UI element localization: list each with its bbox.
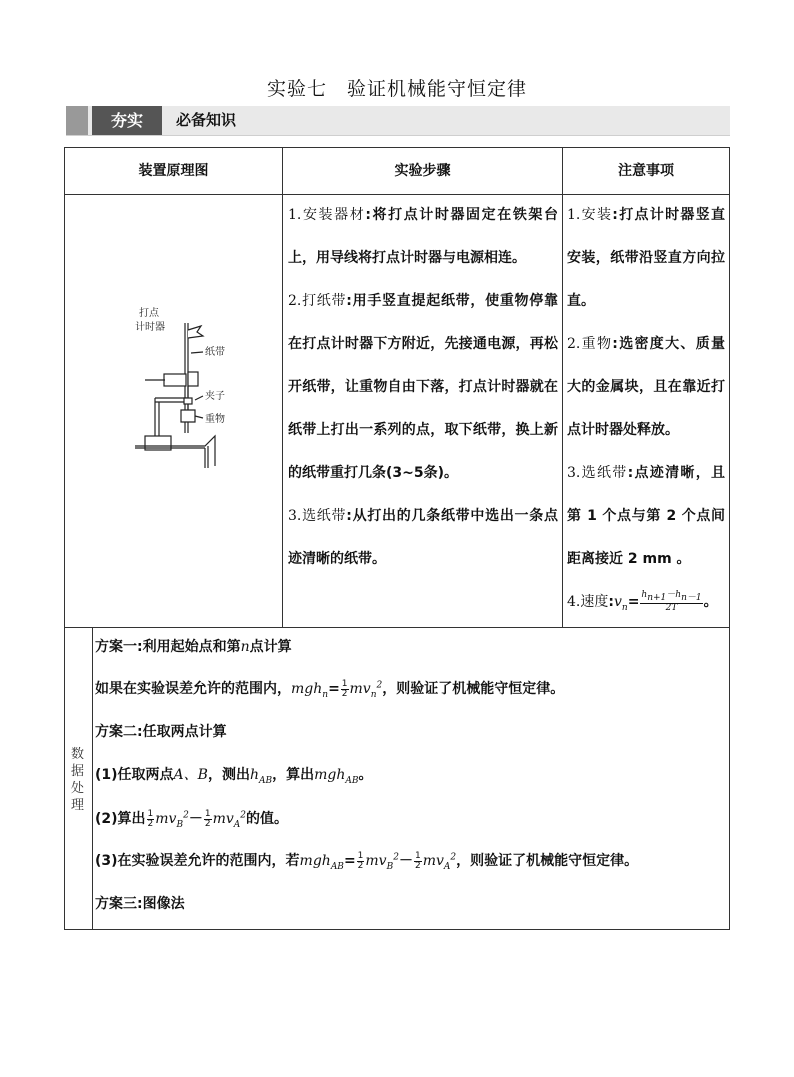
apparatus-diagram bbox=[135, 308, 275, 488]
experiment-table bbox=[64, 147, 730, 930]
notes-cell bbox=[567, 194, 725, 630]
col-divider bbox=[92, 627, 93, 929]
note-3-label: 3.选纸带 bbox=[567, 465, 628, 481]
note-4-label: 4.速度 bbox=[567, 594, 609, 610]
step-1-text: 将打点计时器固定在铁架台上，用导线将打点计时器与电源相连。 bbox=[288, 207, 559, 266]
note-2: 2.重物:选密度大、质量大的金属块，且在靠近打点计时器处释放。 bbox=[567, 336, 726, 438]
label-timer-1: 打点 bbox=[139, 308, 159, 319]
data-processing-label-cell bbox=[65, 628, 92, 930]
col-divider bbox=[562, 148, 563, 627]
step-2-text: 用手竖直提起纸带，使重物停靠在打点计时器下方附近，先接通电源，再松开纸带，让重物自由下落，打点计时器就在纸带上打出一系列的点，取下纸带，换上新的纸带重打几条(3~5条)。 bbox=[288, 293, 559, 481]
plan-2-line-2: (2)算出 $\frac{1}{2}$ $mv_B^2-$ $\frac{1}{2}$ $mv_A^2$的值。 bbox=[95, 808, 288, 830]
label-weight: 重物 bbox=[205, 414, 225, 425]
velocity-symbol: $v_n$ bbox=[613, 594, 628, 613]
header-steps: 实验步骤 bbox=[394, 163, 451, 179]
header-apparatus: 装置原理图 bbox=[138, 163, 209, 179]
header-notes: 注意事项 bbox=[618, 163, 674, 179]
step-3: 3.选纸带:从打出的几条纸带中选出一条点迹清晰的纸带。 bbox=[288, 508, 559, 567]
label-tape: 纸带 bbox=[205, 347, 225, 358]
velocity-fraction: $\frac{h_{n+1}-h_{n-1}}{2T}$ bbox=[641, 590, 702, 613]
step-3-label: 3.选纸带 bbox=[288, 508, 347, 524]
data-processing-label: 数据处理 bbox=[71, 747, 85, 813]
section-band bbox=[66, 106, 730, 136]
note-3-text: 点迹清晰，且第 1 个点与第 2 个点间距离接近 2 mm 。 bbox=[567, 465, 726, 567]
note-1-label: 1.安装 bbox=[567, 207, 613, 223]
plan-2-line-3: (3)在实验误差允许的范围内，若mgh$_{AB}$= $\frac{1}{2}$ $mv_B^2-$ $\frac{1}{2}$ $mv_A^2$，则验证了机械能守恒定律。 bbox=[95, 850, 639, 872]
plan-1-line: 如果在实验误差允许的范围内，mgh$_n$= $\frac{1}{2}$ $mv_n^2$，则验证了机械能守恒定律。 bbox=[95, 678, 565, 700]
col-divider bbox=[282, 148, 283, 627]
section-label: 必备知识 bbox=[176, 111, 237, 129]
note-1: 1.安装:打点计时器竖直安装，纸带沿竖直方向拉直。 bbox=[567, 207, 726, 309]
plan-2-title: 方案二:任取两点计算 bbox=[95, 724, 227, 740]
note-2-label: 2.重物 bbox=[567, 336, 613, 352]
plan-3-title: 方案三:图像法 bbox=[95, 896, 185, 912]
label-clip: 夹子 bbox=[205, 391, 225, 402]
step-3-text: 从打出的几条纸带中选出一条点迹清晰的纸带。 bbox=[288, 508, 559, 567]
note-2-text: 选密度大、质量大的金属块，且在靠近打点计时器处释放。 bbox=[567, 336, 726, 438]
section-tab: 夯实 bbox=[92, 106, 162, 135]
step-2: 2.打纸带:用手竖直提起纸带，使重物停靠在打点计时器下方附近，先接通电源，再松开纸带，让重物自由下落，打点计时器就在纸带上打出一系列的点，取下纸带，换上新的纸带重打几条(3~5条)。 bbox=[288, 293, 559, 481]
steps-cell bbox=[288, 194, 558, 581]
note-1-text: 打点计时器竖直安装，纸带沿竖直方向拉直。 bbox=[567, 207, 726, 309]
note-4: 4.速度$:v_n=$ $\frac{h_{n+1}-h_{n-1}}{2T}$ 。 bbox=[567, 590, 718, 613]
page-title: 实验七 验证机械能守恒定律 bbox=[266, 78, 527, 100]
plan-2-line-1: (1)任取两点A、B，测出$h_{AB}$，算出mgh$_{AB}$。 bbox=[95, 767, 373, 786]
note-3: 3.选纸带:点迹清晰，且第 1 个点与第 2 个点间距离接近 2 mm 。 bbox=[567, 465, 726, 567]
step-1: 1.安装器材:将打点计时器固定在铁架台上，用导线将打点计时器与电源相连。 bbox=[288, 207, 559, 266]
label-timer-2: 计时器 bbox=[135, 322, 165, 333]
step-2-label: 2.打纸带 bbox=[288, 293, 347, 309]
plan-1-title: 方案一:利用起始点和第n点计算 bbox=[95, 639, 292, 655]
step-1-label: 1.安装器材 bbox=[288, 207, 366, 223]
